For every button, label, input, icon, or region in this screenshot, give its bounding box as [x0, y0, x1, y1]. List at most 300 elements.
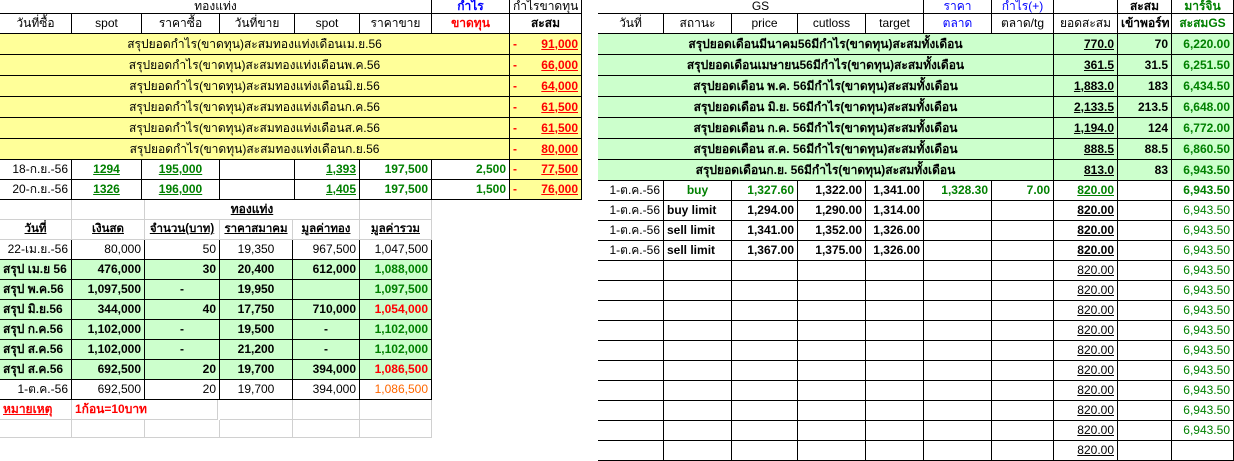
gs-summary-label[interactable]: สรุปยอดเดือน ก.ค. 56มีกำไร(ขาดทุน)สะสมทั้งเดือน [598, 118, 1054, 139]
header-cum-bottom[interactable]: สะสม [510, 14, 582, 34]
holding-date[interactable]: สรุป ก.ค.56 [0, 320, 72, 340]
trade-sell-date[interactable] [220, 180, 295, 200]
trade-cum[interactable] [510, 180, 582, 200]
blank[interactable] [145, 420, 220, 438]
holdings-blank[interactable] [360, 200, 432, 220]
blank-cell[interactable] [798, 281, 866, 301]
gs-summary-cum[interactable] [1054, 118, 1118, 139]
filler-gs[interactable]: 6,943.50 [1172, 421, 1234, 441]
header-col-2[interactable]: ราคาซื้อ [142, 14, 220, 34]
holding-gold-value[interactable]: 967,500 [293, 240, 360, 260]
header-col-0[interactable]: วันที่ [598, 14, 664, 34]
order-date[interactable]: 1-ต.ค.-56 [598, 201, 664, 221]
summary-label[interactable]: สรุปยอดกำไร(ขาดทุน)สะสมทองแท่งเดือนเม.ย.56 [0, 34, 510, 55]
blank-cell[interactable] [992, 401, 1054, 421]
header-col-1[interactable]: spot [72, 14, 142, 34]
header-gold-bar[interactable]: ทองแท่ง [0, 0, 432, 14]
holding-qty[interactable]: 30 [145, 260, 220, 280]
filler-cum[interactable] [1054, 261, 1118, 281]
blank-cell[interactable] [798, 381, 866, 401]
header-col-3[interactable]: cutloss [798, 14, 866, 34]
holding-date[interactable]: 22-เม.ย.-56 [0, 240, 72, 260]
blank-cell[interactable] [866, 441, 924, 461]
order-cum[interactable] [1054, 221, 1118, 241]
gs-summary-label[interactable]: สรุปยอดเดือน มิ.ย. 56มีกำไร(ขาดทุน)สะสมทั้งเดือน [598, 97, 1054, 118]
blank-cell[interactable] [732, 301, 798, 321]
gs-summary-port[interactable]: 31.5 [1118, 55, 1172, 76]
holding-cash[interactable]: 1,102,000 [72, 320, 145, 340]
blank-cell[interactable] [1118, 401, 1172, 421]
holding-price[interactable]: 19,700 [220, 360, 293, 380]
holding-qty[interactable]: - [145, 320, 220, 340]
holding-gold-value[interactable]: 394,000 [293, 380, 360, 400]
holding-price[interactable]: 17,750 [220, 300, 293, 320]
order-gs[interactable]: 6,943.50 [1172, 181, 1234, 201]
blank-cell[interactable] [1118, 381, 1172, 401]
blank-cell[interactable] [992, 301, 1054, 321]
blank-cell[interactable] [992, 341, 1054, 361]
trade-buy-date[interactable]: 18-ก.ย.-56 [0, 160, 72, 180]
order-price[interactable]: 1,294.00 [732, 201, 798, 221]
blank-cell[interactable] [798, 321, 866, 341]
holding-price[interactable]: 19,350 [220, 240, 293, 260]
blank-cell[interactable] [1118, 341, 1172, 361]
holding-gold-value[interactable]: 710,000 [293, 300, 360, 320]
blank-cell[interactable] [732, 321, 798, 341]
blank-cell[interactable] [924, 381, 992, 401]
header-cum-top[interactable]: กำไรขาดทุน [510, 0, 582, 14]
trade-profit[interactable]: 1,500 [432, 180, 510, 200]
holding-qty[interactable]: 20 [145, 380, 220, 400]
holding-total[interactable]: 1,047,500 [360, 240, 432, 260]
blank-cell[interactable] [866, 361, 924, 381]
order-gs[interactable]: 6,943.50 [1172, 241, 1234, 261]
holdings-blank[interactable] [0, 200, 72, 220]
gs-summary-port[interactable]: 213.5 [1118, 97, 1172, 118]
blank-cell[interactable] [664, 341, 732, 361]
blank-cell[interactable] [664, 301, 732, 321]
note-label[interactable]: หมายเหตุ [0, 400, 72, 420]
holding-date[interactable]: สรุป เม.ย 56 [0, 260, 72, 280]
gs-summary-label[interactable]: สรุปยอดเดือน พ.ค. 56มีกำไร(ขาดทุน)สะสมทั้งเดือน [598, 76, 1054, 97]
order-port[interactable] [1118, 201, 1172, 221]
order-cum[interactable] [1054, 201, 1118, 221]
blank-cell[interactable] [798, 401, 866, 421]
blank-cell[interactable] [598, 341, 664, 361]
holding-price[interactable]: 19,700 [220, 380, 293, 400]
blank-cell[interactable] [598, 421, 664, 441]
blank-cell[interactable] [992, 261, 1054, 281]
header-profit[interactable]: กำไร [432, 0, 510, 14]
filler-cum[interactable] [1054, 301, 1118, 321]
summary-value[interactable] [510, 139, 582, 160]
gs-summary-label[interactable]: สรุปยอดเดือนมีนาคม56มีกำไร(ขาดทุน)สะสมทั้งเดือน [598, 34, 1054, 55]
summary-value[interactable] [510, 97, 582, 118]
trade-sell-price[interactable]: 197,500 [360, 180, 432, 200]
blank-cell[interactable] [732, 281, 798, 301]
order-market[interactable]: 1,328.30 [924, 181, 992, 201]
gs-summary-port[interactable]: 70 [1118, 34, 1172, 55]
header-blank[interactable] [1054, 0, 1118, 14]
blank-cell[interactable] [664, 421, 732, 441]
holding-cash[interactable]: 476,000 [72, 260, 145, 280]
holdings-col-0[interactable]: วันที่ [0, 220, 72, 240]
holding-date[interactable]: 1-ต.ค.-56 [0, 380, 72, 400]
holding-cash[interactable]: 344,000 [72, 300, 145, 320]
order-port[interactable] [1118, 181, 1172, 201]
blank-cell[interactable] [1172, 441, 1234, 461]
gs-summary-port[interactable]: 183 [1118, 76, 1172, 97]
trade-buy-date[interactable]: 20-ก.ย.-56 [0, 180, 72, 200]
holding-price[interactable]: 19,500 [220, 320, 293, 340]
gs-summary-label[interactable]: สรุปยอดเดือน ส.ค. 56มีกำไร(ขาดทุน)สะสมทั้งเดือน [598, 139, 1054, 160]
gs-summary-label[interactable]: สรุปยอดเดือนก.ย. 56มีกำไร(ขาดทุน)สะสมทั้งเดือน [598, 160, 1054, 181]
blank-cell[interactable] [924, 261, 992, 281]
header-col-7[interactable]: สะสมGS [1172, 14, 1234, 34]
order-port[interactable] [1118, 241, 1172, 261]
trade-spot-sell[interactable]: 1,405 [295, 180, 360, 200]
blank-cell[interactable] [598, 301, 664, 321]
filler-cum[interactable] [1054, 401, 1118, 421]
blank-cell[interactable] [598, 401, 664, 421]
order-cutloss[interactable]: 1,322.00 [798, 181, 866, 201]
order-target[interactable]: 1,326.00 [866, 241, 924, 261]
blank-cell[interactable] [866, 421, 924, 441]
header-col-5[interactable]: ยอดสะสม [1054, 14, 1118, 34]
holding-gold-value[interactable]: - [293, 340, 360, 360]
header-col-4[interactable]: spot [295, 14, 360, 34]
holdings-col-1[interactable]: เงินสด [72, 220, 145, 240]
gs-summary-cum[interactable] [1054, 139, 1118, 160]
filler-cum[interactable] [1054, 361, 1118, 381]
blank-cell[interactable] [798, 441, 866, 461]
holdings-col-5[interactable]: มูลค่ารวม [360, 220, 432, 240]
holding-qty[interactable]: - [145, 280, 220, 300]
summary-amount: 91,000 [541, 37, 578, 51]
filler-gs[interactable]: 6,943.50 [1172, 361, 1234, 381]
gs-summary-port[interactable]: 83 [1118, 160, 1172, 181]
order-status[interactable]: buy limit [664, 201, 732, 221]
holding-qty[interactable]: 20 [145, 360, 220, 380]
order-target[interactable]: 1,326.00 [866, 221, 924, 241]
blank-cell[interactable] [664, 361, 732, 381]
holding-cash[interactable]: 692,500 [72, 360, 145, 380]
order-gs[interactable]: 6,943.50 [1172, 201, 1234, 221]
holding-cash[interactable]: 1,102,000 [72, 340, 145, 360]
header-margin-top[interactable]: มาร์จิ้น [1172, 0, 1234, 14]
blank-cell[interactable] [992, 321, 1054, 341]
header-col-4[interactable]: target [866, 14, 924, 34]
blank-cell[interactable] [598, 261, 664, 281]
gs-summary-cum[interactable] [1054, 76, 1118, 97]
blank[interactable] [0, 420, 72, 438]
filler-gs[interactable]: 6,943.50 [1172, 261, 1234, 281]
gs-summary-gs[interactable]: 6,434.50 [1172, 76, 1234, 97]
header-col-1[interactable]: สถานะ [664, 14, 732, 34]
gs-summary-cum[interactable] [1054, 97, 1118, 118]
blank[interactable] [360, 400, 432, 420]
blank-cell[interactable] [1118, 321, 1172, 341]
gs-summary-cum[interactable] [1054, 160, 1118, 181]
holding-price[interactable]: 21,200 [220, 340, 293, 360]
blank[interactable] [293, 420, 360, 438]
order-price[interactable]: 1,341.00 [732, 221, 798, 241]
gs-summary-gs[interactable]: 6,860.50 [1172, 139, 1234, 160]
trade-buy-price[interactable]: 196,000 [142, 180, 220, 200]
trade-spot[interactable]: 1294 [72, 160, 142, 180]
order-cutloss[interactable]: 1,352.00 [798, 221, 866, 241]
order-status[interactable]: buy [664, 181, 732, 201]
holding-gold-value[interactable] [293, 280, 360, 300]
filler-gs[interactable]: 6,943.50 [1172, 381, 1234, 401]
gs-summary-cum[interactable] [1054, 34, 1118, 55]
filler-cum[interactable] [1054, 341, 1118, 361]
gs-summary-gs[interactable]: 6,943.50 [1172, 160, 1234, 181]
blank-cell[interactable] [866, 381, 924, 401]
order-price[interactable]: 1,327.60 [732, 181, 798, 201]
header-price-top[interactable]: ราคา [924, 0, 992, 14]
trade-sell-date[interactable] [220, 160, 295, 180]
summary-value[interactable] [510, 55, 582, 76]
holding-gold-value[interactable]: 394,000 [293, 360, 360, 380]
gs-summary-gs[interactable]: 6,648.00 [1172, 97, 1234, 118]
blank-cell[interactable] [992, 361, 1054, 381]
blank-cell[interactable] [732, 341, 798, 361]
header-cum-top[interactable]: สะสม [1118, 0, 1172, 14]
filler-gs[interactable]: 6,943.50 [1172, 321, 1234, 341]
blank-cell[interactable] [992, 281, 1054, 301]
blank-cell[interactable] [924, 281, 992, 301]
order-cutloss[interactable]: 1,290.00 [798, 201, 866, 221]
holding-price[interactable]: 20,400 [220, 260, 293, 280]
holding-cash[interactable]: 1,097,500 [72, 280, 145, 300]
trade-cum[interactable] [510, 160, 582, 180]
gs-summary-port[interactable]: 88.5 [1118, 139, 1172, 160]
blank[interactable] [220, 420, 293, 438]
blank[interactable] [72, 420, 145, 438]
trade-profit[interactable]: 2,500 [432, 160, 510, 180]
order-date[interactable]: 1-ต.ค.-56 [598, 181, 664, 201]
blank-cell[interactable] [992, 381, 1054, 401]
holding-date[interactable]: สรุป ส.ค.56 [0, 360, 72, 380]
holding-total[interactable]: 1,102,000 [360, 320, 432, 340]
blank-cell[interactable] [992, 441, 1054, 461]
order-target[interactable]: 1,341.00 [866, 181, 924, 201]
trade-sell-price[interactable]: 197,500 [360, 160, 432, 180]
summary-value[interactable] [510, 118, 582, 139]
summary-label[interactable]: สรุปยอดกำไร(ขาดทุน)สะสมทองแท่งเดือนส.ค.56 [0, 118, 510, 139]
order-cum[interactable] [1054, 241, 1118, 261]
summary-label[interactable]: สรุปยอดกำไร(ขาดทุน)สะสมทองแท่งเดือนพ.ค.56 [0, 55, 510, 76]
filler-cum-value: 820.00 [1077, 283, 1114, 297]
blank-cell[interactable] [924, 321, 992, 341]
summary-value[interactable] [510, 76, 582, 97]
holding-qty[interactable]: 40 [145, 300, 220, 320]
blank[interactable] [360, 420, 432, 438]
order-cum[interactable] [1054, 181, 1118, 201]
gs-summary-label[interactable]: สรุปยอดเดือนเมษายน56มีกำไร(ขาดทุน)สะสมทั้งเดือน [598, 55, 1054, 76]
blank-cell[interactable] [598, 441, 664, 461]
holding-qty[interactable]: 50 [145, 240, 220, 260]
blank-cell[interactable] [732, 381, 798, 401]
blank-cell[interactable] [866, 341, 924, 361]
holding-total[interactable]: 1,054,000 [360, 300, 432, 320]
holding-cash[interactable]: 692,500 [72, 380, 145, 400]
holdings-col-2[interactable]: จำนวน(บาท) [145, 220, 220, 240]
gs-summary-cum[interactable] [1054, 55, 1118, 76]
filler-cum[interactable] [1054, 281, 1118, 301]
filler-cum[interactable] [1054, 321, 1118, 341]
gs-summary-gs[interactable]: 6,220.00 [1172, 34, 1234, 55]
blank-cell[interactable] [924, 301, 992, 321]
blank-cell[interactable] [732, 441, 798, 461]
blank-cell[interactable] [664, 441, 732, 461]
blank-cell[interactable] [664, 381, 732, 401]
header-pl-bottom[interactable]: ตลาด/tg [992, 14, 1054, 34]
blank-cell[interactable] [798, 261, 866, 281]
filler-cum[interactable] [1054, 441, 1118, 461]
header-col-2[interactable]: price [732, 14, 798, 34]
blank-cell[interactable] [992, 421, 1054, 441]
order-pl[interactable] [992, 201, 1054, 221]
order-pl[interactable]: 7.00 [992, 181, 1054, 201]
holdings-title[interactable]: ทองแท่ง [145, 200, 360, 220]
blank-cell[interactable] [924, 401, 992, 421]
filler-gs[interactable]: 6,943.50 [1172, 401, 1234, 421]
blank-cell[interactable] [1118, 361, 1172, 381]
blank-cell[interactable] [1118, 261, 1172, 281]
blank-cell[interactable] [866, 261, 924, 281]
blank-cell[interactable] [598, 361, 664, 381]
blank-cell[interactable] [798, 301, 866, 321]
order-cum-value: 820.00 [1077, 203, 1114, 217]
summary-label[interactable]: สรุปยอดกำไร(ขาดทุน)สะสมทองแท่งเดือนมิ.ย.56 [0, 76, 510, 97]
blank-cell[interactable] [924, 341, 992, 361]
blank-cell[interactable] [732, 401, 798, 421]
header-col-0[interactable]: วันที่ซื้อ [0, 14, 72, 34]
gs-summary-cum-value: 361.5 [1083, 58, 1114, 72]
blank-cell[interactable] [598, 381, 664, 401]
holdings-blank[interactable] [72, 200, 145, 220]
gs-summary-gs[interactable]: 6,251.50 [1172, 55, 1234, 76]
order-pl[interactable] [992, 241, 1054, 261]
blank-cell[interactable] [866, 281, 924, 301]
holding-total[interactable]: 1,088,000 [360, 260, 432, 280]
blank-cell[interactable] [924, 441, 992, 461]
filler-gs[interactable]: 6,943.50 [1172, 341, 1234, 361]
trade-spot-sell[interactable]: 1,393 [295, 160, 360, 180]
filler-gs[interactable]: 6,943.50 [1172, 301, 1234, 321]
blank-cell[interactable] [1118, 421, 1172, 441]
blank-cell[interactable] [1118, 281, 1172, 301]
header-gs[interactable]: GS [598, 0, 924, 14]
order-date[interactable]: 1-ต.ค.-56 [598, 241, 664, 261]
filler-cum[interactable] [1054, 421, 1118, 441]
blank-cell[interactable] [866, 301, 924, 321]
holdings-col-4[interactable]: มูลค่าทอง [293, 220, 360, 240]
holdings-col-3[interactable]: ราคาสมาคม [220, 220, 293, 240]
gs-summary-port[interactable]: 124 [1118, 118, 1172, 139]
holding-gold-value[interactable]: - [293, 320, 360, 340]
order-status[interactable]: sell limit [664, 221, 732, 241]
order-date[interactable]: 1-ต.ค.-56 [598, 221, 664, 241]
blank-cell[interactable] [732, 421, 798, 441]
order-status[interactable]: sell limit [664, 241, 732, 261]
header-col-5[interactable]: ราคาขาย [360, 14, 432, 34]
holding-total[interactable]: 1,086,500 [360, 380, 432, 400]
order-price[interactable]: 1,367.00 [732, 241, 798, 261]
summary-value[interactable] [510, 34, 582, 55]
header-col-3[interactable]: วันที่ขาย [220, 14, 295, 34]
holding-date[interactable]: สรุป ส.ค.56 [0, 340, 72, 360]
gs-summary-cum-value: 1,194.0 [1073, 121, 1114, 135]
holding-total[interactable]: 1,097,500 [360, 280, 432, 300]
filler-cum[interactable] [1054, 381, 1118, 401]
order-market[interactable] [924, 221, 992, 241]
holding-date[interactable]: สรุป มิ.ย.56 [0, 300, 72, 320]
holding-total[interactable]: 1,102,000 [360, 340, 432, 360]
order-port[interactable] [1118, 221, 1172, 241]
blank-cell[interactable] [598, 321, 664, 341]
order-cutloss[interactable]: 1,375.00 [798, 241, 866, 261]
holding-cash[interactable]: 80,000 [72, 240, 145, 260]
header-loss[interactable]: ขาดทุน [432, 14, 510, 34]
holding-price[interactable]: 19,950 [220, 280, 293, 300]
blank-cell[interactable] [866, 401, 924, 421]
order-market[interactable] [924, 241, 992, 261]
order-pl[interactable] [992, 221, 1054, 241]
blank-cell[interactable] [664, 401, 732, 421]
blank-cell[interactable] [1118, 441, 1172, 461]
blank-cell[interactable] [798, 341, 866, 361]
order-gs[interactable]: 6,943.50 [1172, 221, 1234, 241]
trade-spot[interactable]: 1326 [72, 180, 142, 200]
minus-sign: - [513, 37, 517, 51]
blank[interactable] [220, 400, 293, 420]
blank-cell[interactable] [866, 321, 924, 341]
blank-cell[interactable] [664, 281, 732, 301]
order-target[interactable]: 1,314.00 [866, 201, 924, 221]
blank-cell[interactable] [1118, 301, 1172, 321]
minus-sign: - [513, 100, 517, 114]
blank-cell[interactable] [664, 321, 732, 341]
header-price-bottom[interactable]: ตลาด [924, 14, 992, 34]
gs-summary-gs[interactable]: 6,772.00 [1172, 118, 1234, 139]
holding-gold-value[interactable]: 612,000 [293, 260, 360, 280]
holding-date[interactable]: สรุป พ.ค.56 [0, 280, 72, 300]
trade-buy-price[interactable]: 195,000 [142, 160, 220, 180]
blank[interactable] [293, 400, 360, 420]
blank-cell[interactable] [732, 361, 798, 381]
blank-cell[interactable] [732, 261, 798, 281]
filler-cum-value: 820.00 [1077, 383, 1114, 397]
note-text[interactable]: 1ก้อน=10บาท [72, 400, 218, 420]
header-pl-top[interactable]: กำไร(+) [992, 0, 1054, 14]
summary-label[interactable]: สรุปยอดกำไร(ขาดทุน)สะสมทองแท่งเดือนก.ค.56 [0, 97, 510, 118]
blank-cell[interactable] [798, 361, 866, 381]
order-market[interactable] [924, 201, 992, 221]
summary-label[interactable]: สรุปยอดกำไร(ขาดทุน)สะสมทองแท่งเดือนก.ย.56 [0, 139, 510, 160]
holding-total[interactable]: 1,086,500 [360, 360, 432, 380]
blank-cell[interactable] [924, 421, 992, 441]
header-col-6[interactable]: เข้าพอร์ท [1118, 14, 1172, 34]
blank-cell[interactable] [598, 281, 664, 301]
blank-cell[interactable] [924, 361, 992, 381]
filler-gs[interactable]: 6,943.50 [1172, 281, 1234, 301]
holding-qty[interactable]: - [145, 340, 220, 360]
blank-cell[interactable] [798, 421, 866, 441]
blank-cell[interactable] [664, 261, 732, 281]
